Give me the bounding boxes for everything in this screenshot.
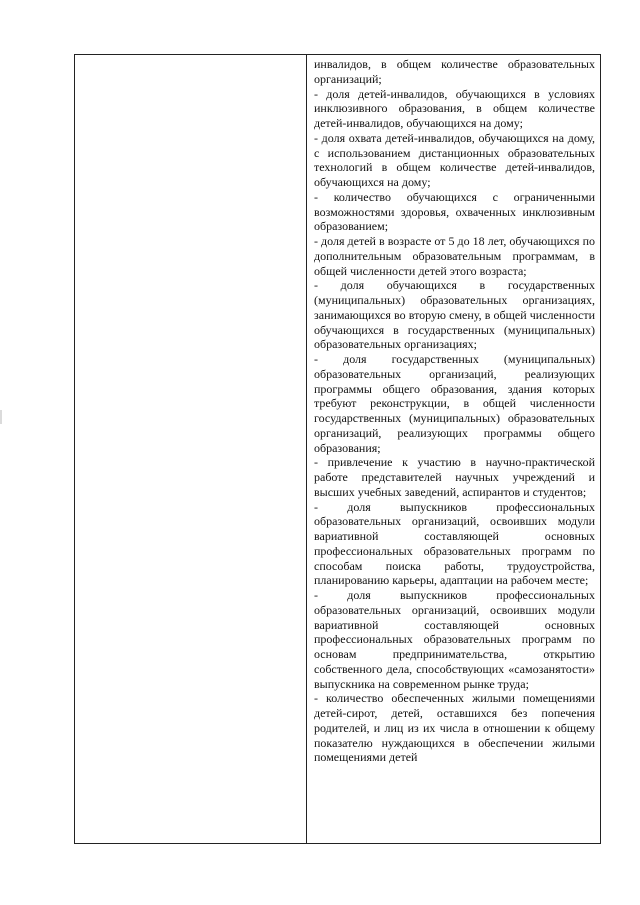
scan-edge-mark <box>0 410 2 424</box>
paragraph-11: - количество обеспеченных жилыми помещениями детей-сирот, детей, оставшихся без попечения родителей, и лиц из их числа в отношении к общему показателю нуждающихся в обеспечении жилыми помещениями детей <box>314 691 595 765</box>
paragraph-7: - доля государственных (муниципальных) образовательных организаций, реализующих программы общего образования, здания которых требуют реконструкции, в общей численности государственных (муниципальных) образовательных организаций, реализующих программы общего образования; <box>314 352 595 455</box>
paragraph-10: - доля выпускников профессиональных образовательных организаций, освоивших модули вариативной составляющей основных профессиональных образовательных программ по основам предпринимательства, открытию собственного дела, способствующих «самозанятости» выпускника на современном рынке труда; <box>314 588 595 691</box>
paragraph-3: - доля охвата детей-инвалидов, обучающихся на дому, с использованием дистанционных образовательных технологий в общем количестве детей-инвалидов, обучающихся на дому; <box>314 130 595 189</box>
paragraph-5: - доля детей в возрасте от 5 до 18 лет, обучающихся по дополнительным образовательным программам, в общей численности детей этого возраста; <box>314 234 595 278</box>
paragraph-1: инвалидов, в общем количестве образовательных организаций; <box>314 57 595 86</box>
paragraph-6: - доля обучающихся в государственных (муниципальных) образовательных организациях, занимающихся во вторую смену, в общей численности обучающихся в государственных (муниципальных) образовательных организациях; <box>314 278 595 352</box>
table-left-cell <box>75 55 307 843</box>
paragraph-8: - привлечение к участию в научно-практической работе представителей научных учреждений и высших учебных заведений, аспирантов и студентов; <box>314 455 595 499</box>
paragraph-4: - количество обучающихся с ограниченными возможностями здоровья, охваченных инклюзивным образованием; <box>314 189 595 234</box>
paragraph-2: - доля детей-инвалидов, обучающихся в условиях инклюзивного образования, в общем количестве детей-инвалидов, обучающихся на дому; <box>314 86 595 130</box>
paragraph-9: - доля выпускников профессиональных образовательных организаций, освоивших модули вариативной составляющей основных профессиональных образовательных программ по способам поиска работы, трудоустройства, планированию карьеры, адаптации на рабочем месте; <box>314 499 595 588</box>
table-right-cell <box>307 55 600 843</box>
document-table <box>74 54 601 844</box>
